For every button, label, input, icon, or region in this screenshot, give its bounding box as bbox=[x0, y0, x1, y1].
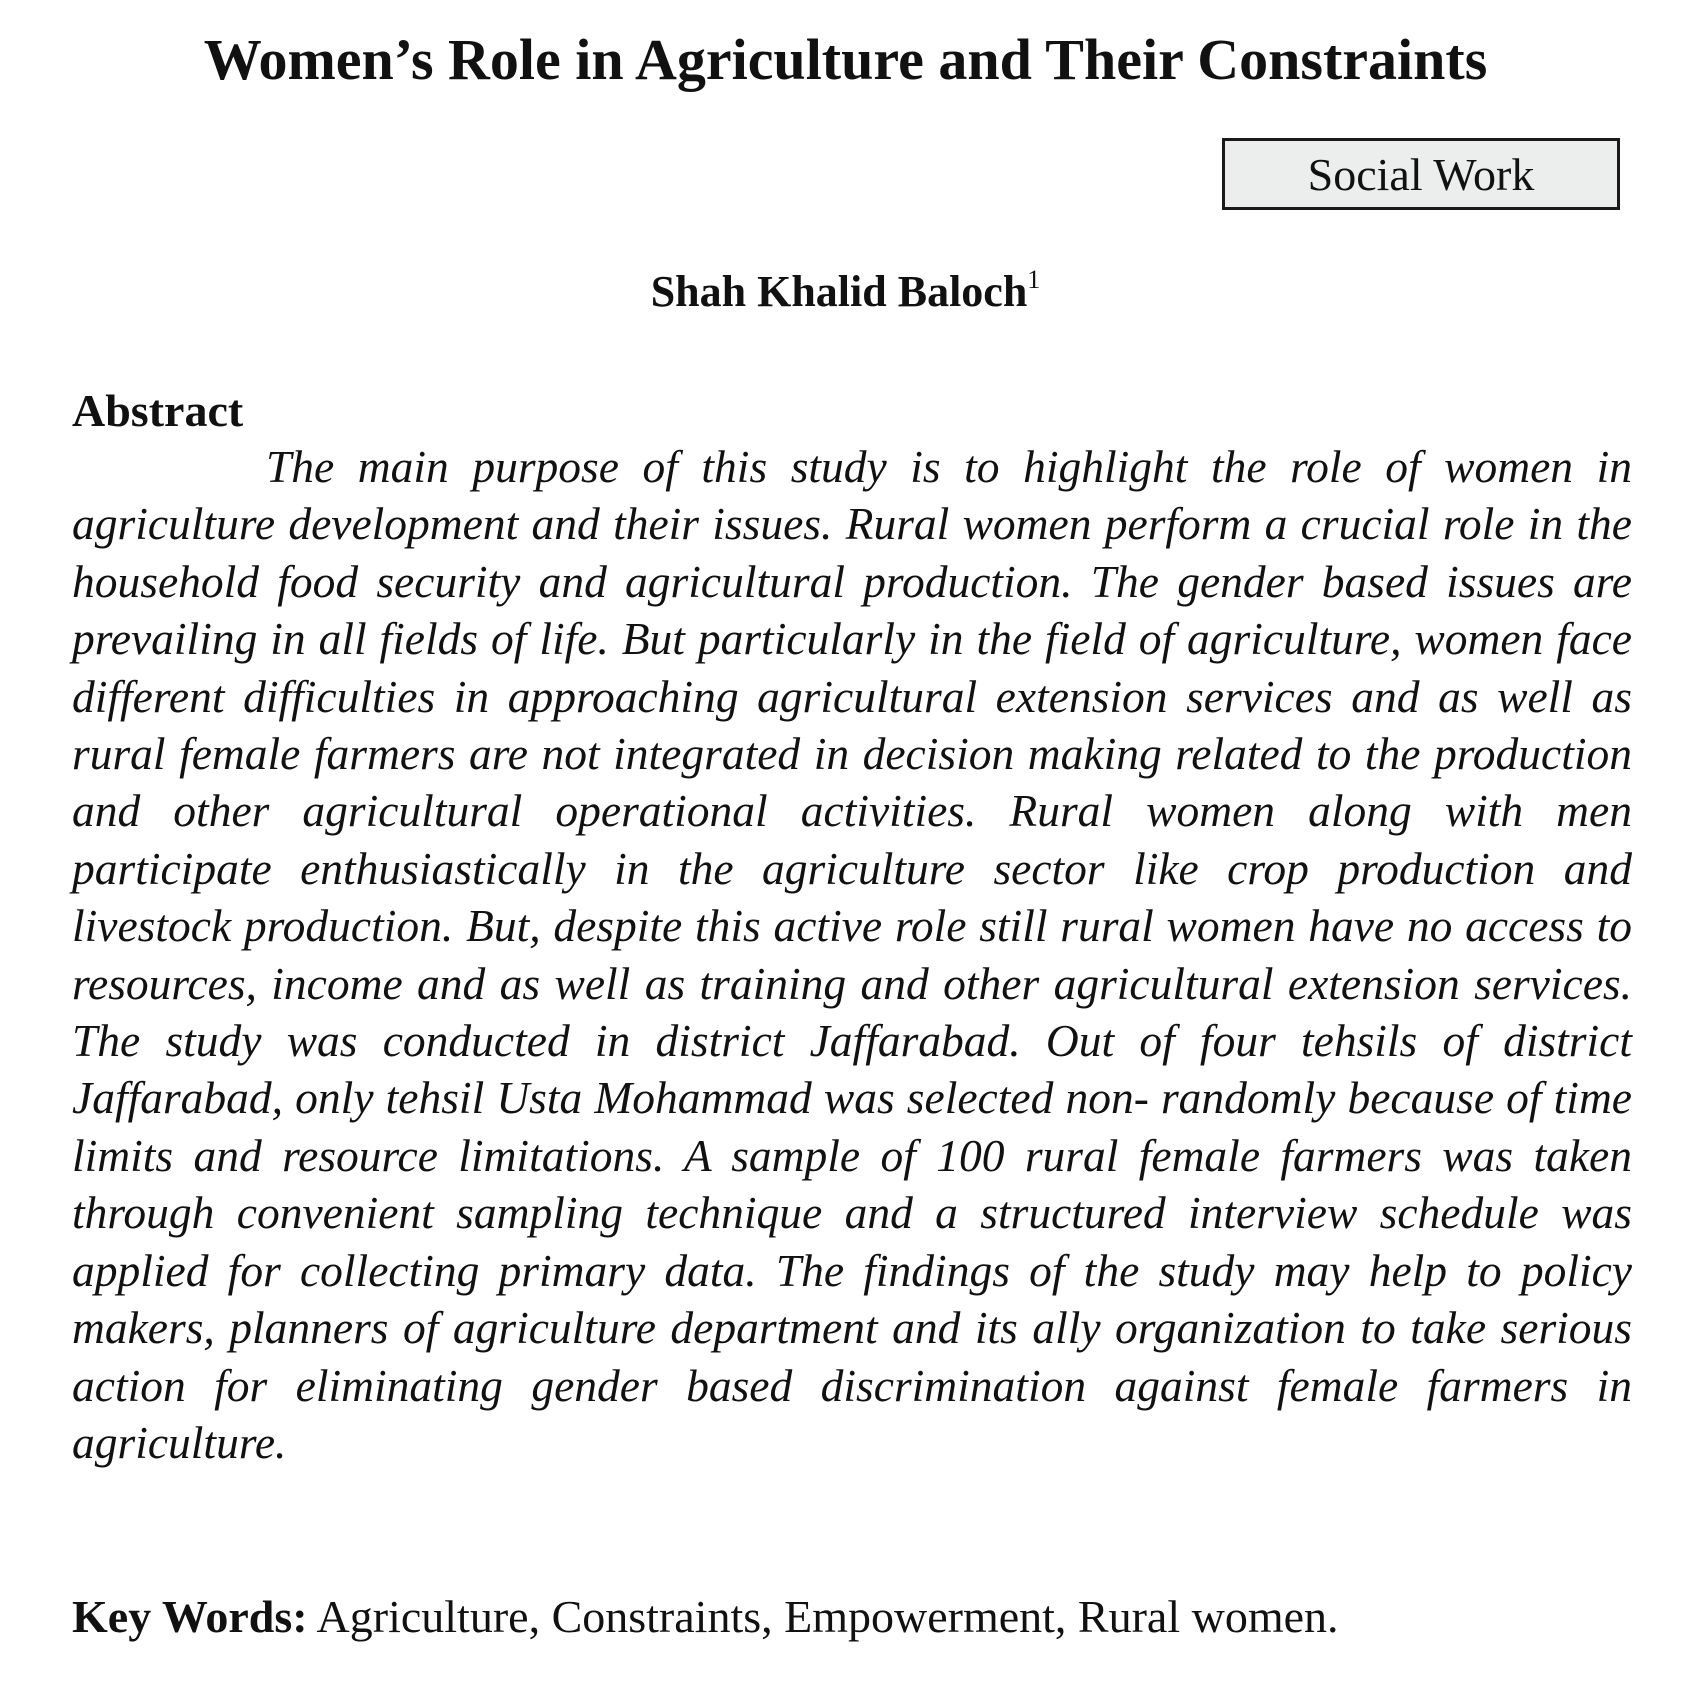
abstract-text: The main purpose of this study is to highlight the role of women in agriculture development and their issues. Rural women perform a crucial role in the household food security and agricultural production. The gender based issues are prevailing in all fields of life. But particularly in the field of agriculture, women face different difficulties in approaching agricultural extension services and as well as rural female farmers are not integrated in decision making related to the production and other agricultural operational activities. Rural women along with men participate enthusiastically in the agriculture sector like crop production and livestock production. But, despite this active role still rural women have no access to resources, income and as well as training and other agricultural extension services. The study was conducted in district Jaffarabad. Out of four tehsils of district Jaffarabad, only tehsil Usta Mohammad was selected non- randomly because of time limits and resource limitations. A sample of 100 rural female farmers was taken through convenient sampling technique and a structured interview schedule was applied for collecting primary data. The findings of the study may help to policy makers, planners of agriculture department and its ally organization to take serious action for eliminating gender based discrimination against female farmers in agriculture. bbox=[72, 441, 1632, 1468]
author-name: Shah Khalid Baloch bbox=[650, 267, 1028, 316]
category-badge bbox=[1222, 138, 1620, 210]
category-label: Social Work bbox=[1307, 148, 1535, 200]
keywords-label: Key Words: bbox=[72, 1591, 308, 1642]
author-line bbox=[0, 265, 1691, 316]
abstract-heading: Abstract bbox=[72, 385, 244, 436]
keywords-line bbox=[72, 1592, 1339, 1643]
affiliation-mark: 1 bbox=[1027, 265, 1041, 295]
paper-title: Women’s Role in Agriculture and Their Constraints bbox=[203, 27, 1488, 92]
keywords-text: Agriculture, Constraints, Empowerment, Rural women. bbox=[316, 1591, 1339, 1642]
